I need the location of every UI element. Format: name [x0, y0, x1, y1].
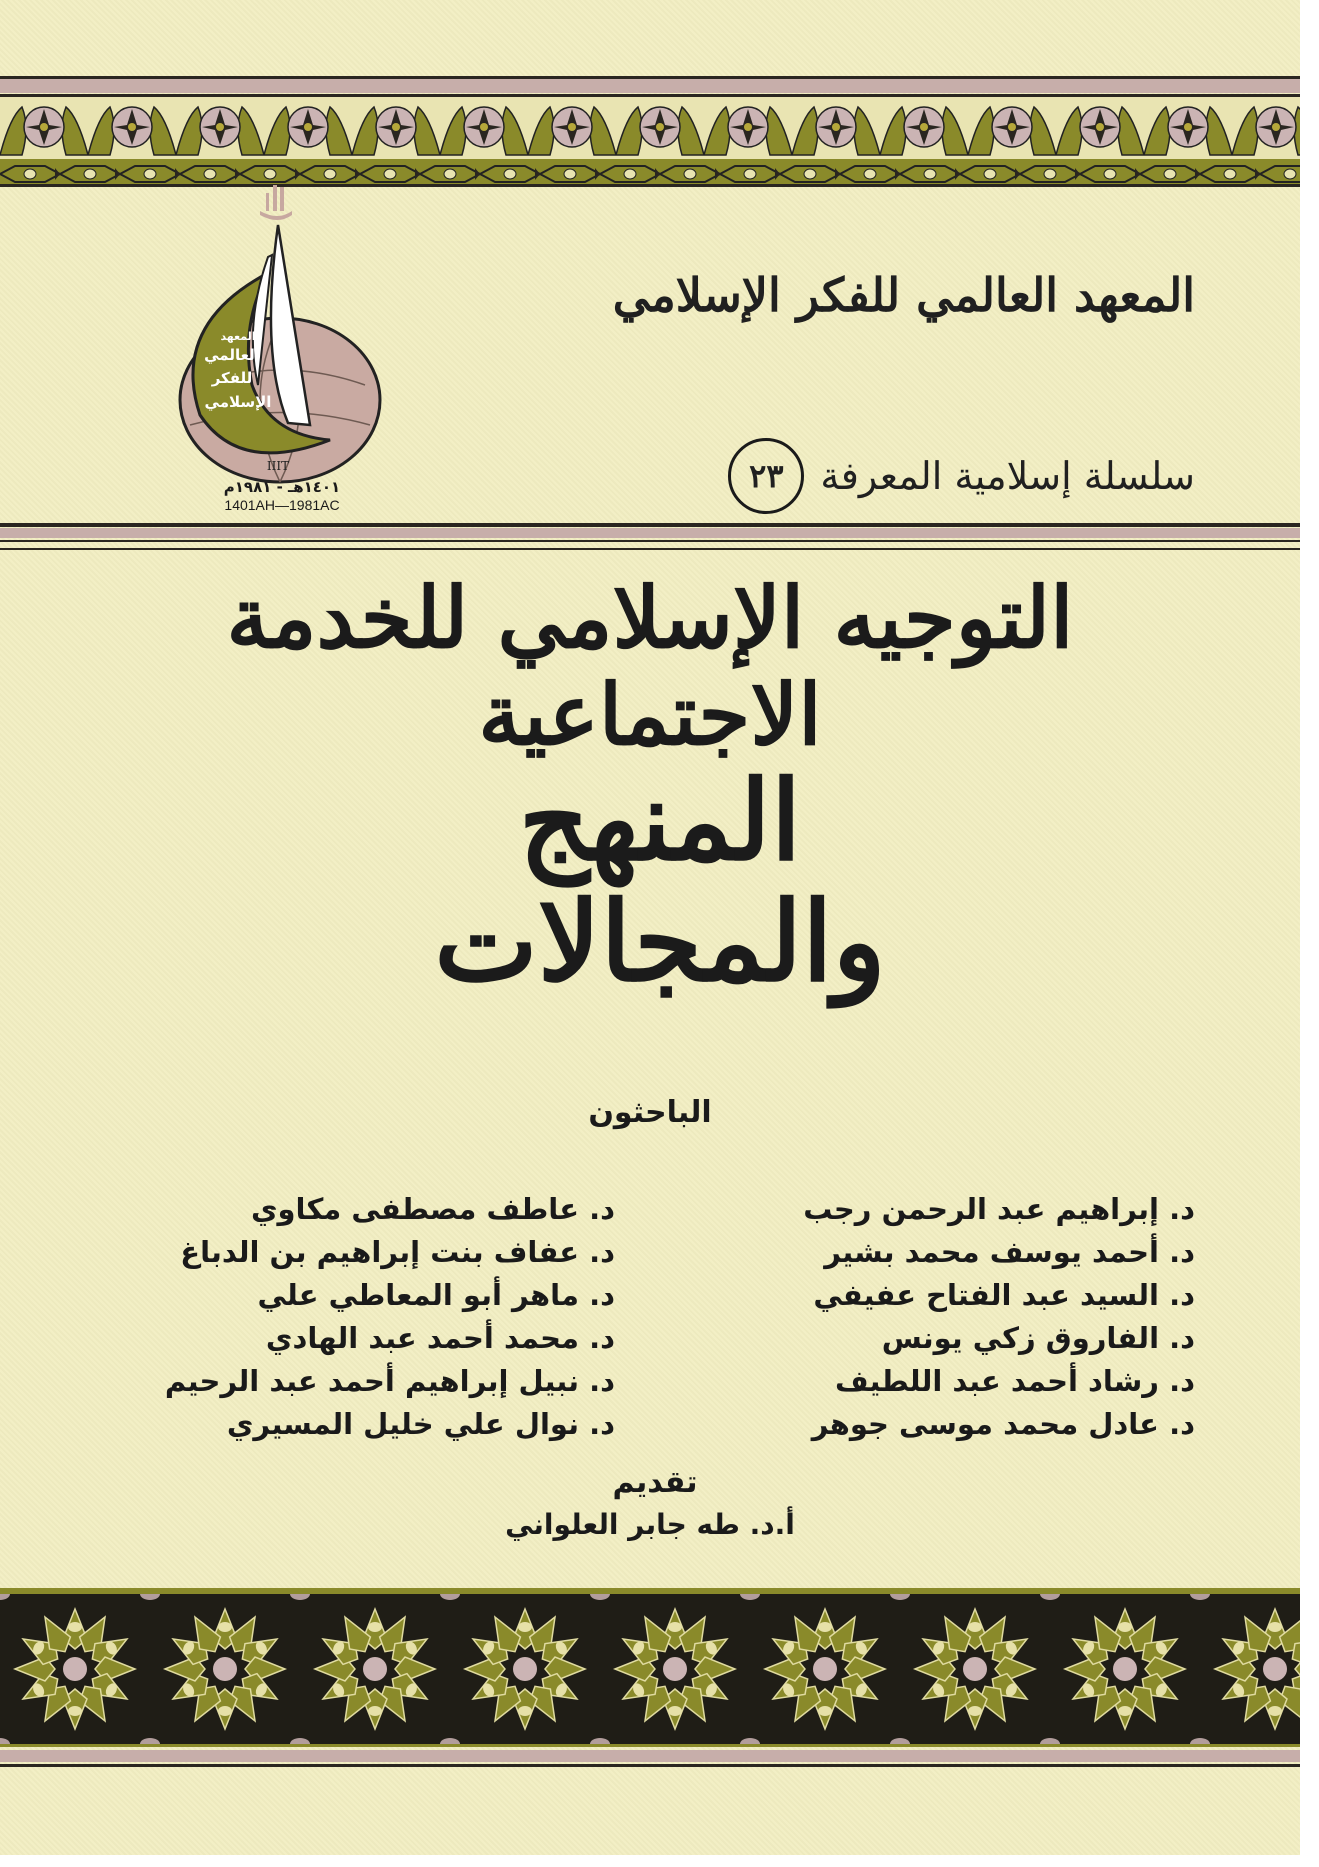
header-divider-rose	[0, 528, 1300, 538]
authors-left-column	[165, 1188, 615, 1446]
author-name: د. محمد أحمد عبد الهادي	[265, 1321, 615, 1355]
author-name: د. نبيل إبراهيم أحمد عبد الرحيم	[164, 1364, 615, 1398]
header-divider-line	[0, 540, 1300, 542]
series-name: سلسلة إسلامية المعرفة	[820, 454, 1195, 498]
founding-date-arabic: ١٤٠١هـ - ١٩٨١م	[223, 478, 341, 496]
geometric-star-frieze	[0, 1594, 1300, 1744]
header-divider-line-2	[0, 548, 1300, 550]
series-line	[728, 438, 1195, 514]
series-number-badge: ٢٣	[728, 438, 804, 514]
svg-text:IIIT: IIIT	[266, 459, 290, 473]
page-edge	[1300, 0, 1319, 1867]
interlace-band	[0, 164, 1300, 184]
svg-text:الإسلامي: الإسلامي	[204, 393, 272, 411]
floral-frieze	[0, 97, 1300, 159]
svg-text:العالمي: العالمي	[204, 346, 260, 364]
book-title: التوجيه الإسلامي للخدمة الاجتماعية	[226, 568, 1074, 764]
author-name: د. عادل محمد موسى جوهر	[811, 1407, 1195, 1441]
page-edge-bottom	[0, 1855, 1319, 1867]
founding-date-latin: 1401AH—1981AC	[224, 497, 340, 513]
bottom-ornamental-border	[0, 1588, 1300, 1773]
author-name: د. ماهر أبو المعاطي علي	[257, 1278, 615, 1312]
author-name: د. نوال علي خليل المسيري	[226, 1407, 615, 1441]
header-divider	[0, 523, 1300, 527]
authors-right-column	[775, 1188, 1195, 1446]
allah-glyph-icon	[260, 185, 292, 220]
svg-text:المعهد: المعهد	[220, 330, 256, 343]
book-subtitle: المنهج والمجالات	[434, 756, 886, 1006]
author-name: د. الفاروق زكي يونس	[881, 1321, 1195, 1355]
author-name: د. إبراهيم عبد الرحمن رجب	[803, 1192, 1195, 1226]
institute-name: المعهد العالمي للفكر الإسلامي	[612, 268, 1195, 322]
iiit-logo	[160, 185, 400, 515]
author-name: د. أحمد يوسف محمد بشير	[824, 1235, 1195, 1269]
author-name: د. السيد عبد الفتاح عفيفي	[813, 1278, 1195, 1312]
author-name: د. رشاد أحمد عبد اللطيف	[835, 1364, 1195, 1398]
author-name: د. عفاف بنت إبراهيم بن الدباغ	[180, 1235, 615, 1269]
author-name: د. عاطف مصطفى مكاوي	[250, 1192, 615, 1226]
introduction-author: أ.د. طه جابر العلواني	[505, 1508, 795, 1541]
top-ornamental-border	[0, 76, 1300, 176]
researchers-heading: الباحثون	[588, 1095, 712, 1130]
svg-text:للفكر: للفكر	[211, 369, 253, 387]
introduction-heading: تقديم	[612, 1465, 698, 1500]
